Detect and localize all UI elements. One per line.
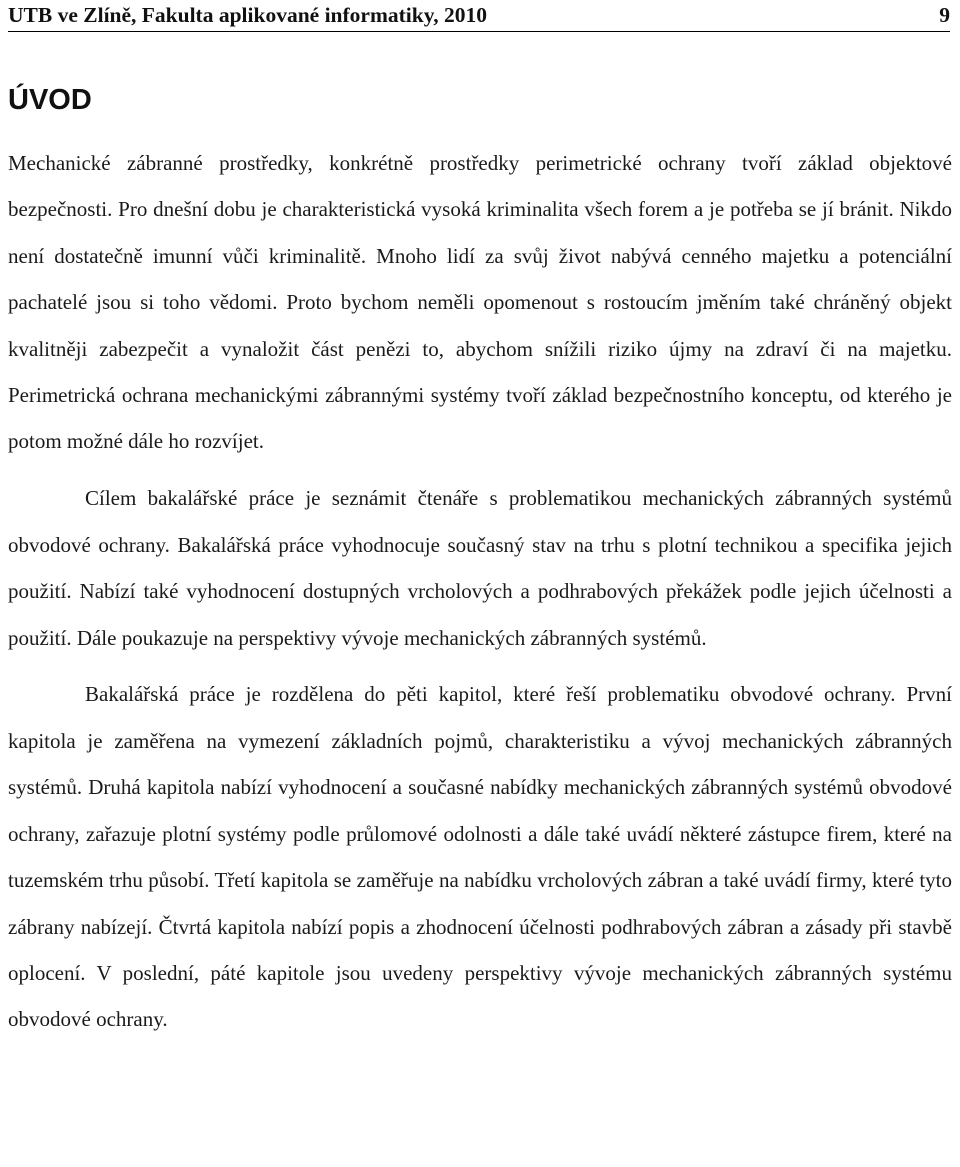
paragraph-goal: Cílem bakalářské práce je seznámit čtenáře s problematikou mechanických zábranných systémů obvodové ochrany. Bakalářská práce vyhodnocuje současný stav na trhu s plotní technikou a specifika jejich použití. Nabízí také vyhodnocení dostupných vrcholových a podhrabových překážek podle jejich účelnosti a použití. Dále poukazuje na perspektivy vývoje mechanických zábranných systémů. xyxy=(8,486,952,650)
page-header xyxy=(8,0,950,32)
body-text xyxy=(8,140,952,1043)
paragraph-intro: Mechanické zábranné prostředky, konkrétně prostředky perimetrické ochrany tvoří základ objektové bezpečnosti. Pro dnešní dobu je charakteristická vysoká kriminalita všech forem a je potřeba se jí bránit. Nikdo není dostatečně imunní vůči kriminalitě. Mnoho lidí za svůj život nabývá cenného majetku a potenciální pachatelé jsou si toho vědomi. Proto bychom neměli opomenout s rostoucím jměním také chráněný objekt kvalitněji zabezpečit a vynaložit část penězi to, abychom snížili riziko újmy na zdraví či na majetku. Perimetrická ochrana mechanickými zábrannými systémy tvoří základ bezpečnostního konceptu, od kterého je potom možné dále ho rozvíjet. xyxy=(8,151,952,454)
header-title: UTB ve Zlíně, Fakulta aplikované informatiky, 2010 xyxy=(8,3,488,27)
paragraph-structure: Bakalářská práce je rozdělena do pěti kapitol, které řeší problematiku obvodové ochrany. První kapitola je zaměřena na vymezení základních pojmů, charakteristiku a vývoj mechanických zábranných systémů. Druhá kapitola nabízí vyhodnocení a současné nabídky mechanických zábranných systémů obvodové ochrany, zařazuje plotní systémy podle průlomové odolnosti a dále také uvádí některé zástupce firem, které na tuzemském trhu působí. Třetí kapitola se zaměřuje na nabídku vrcholových zábran a také uvádí firmy, které tyto zábrany nabízejí. Čtvrtá kapitola nabízí popis a zhodnocení účelnosti podhrabových zábran a zásady při stavbě oplocení. V poslední, páté kapitole jsou uvedeny perspektivy vývoje mechanických zábranných systému obvodové ochrany. xyxy=(8,682,952,1032)
section-heading: ÚVOD xyxy=(8,84,92,116)
page-number: 9 xyxy=(939,3,950,27)
